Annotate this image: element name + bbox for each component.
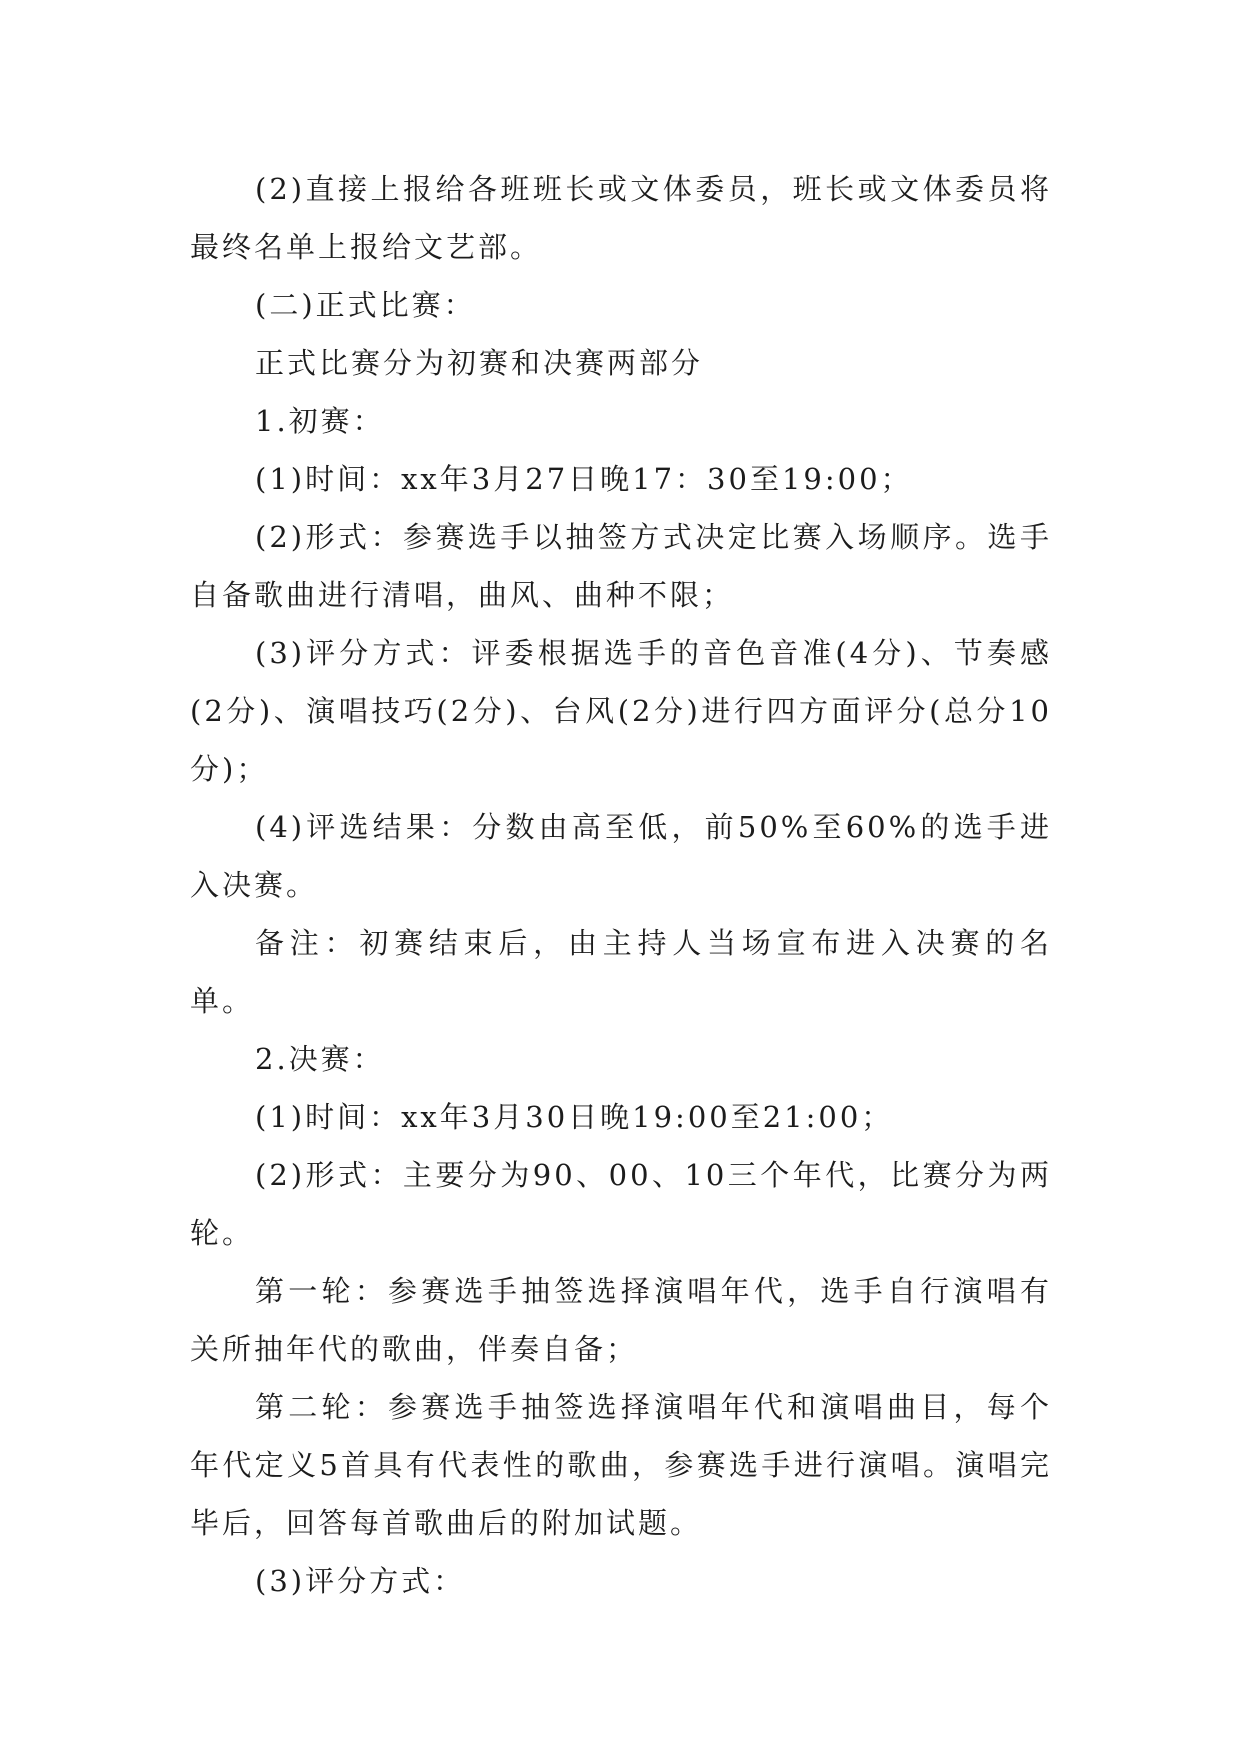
- document-body: [190, 160, 1052, 1610]
- paragraph-competition-parts: 正式比赛分为初赛和决赛两部分: [255, 346, 704, 380]
- paragraph-preliminary-result: (4)评选结果：分数由高至低，前50%至60%的选手进入决赛。: [190, 810, 1052, 902]
- heading-final-scoring: (3)评分方式：: [255, 1564, 466, 1598]
- paragraph-round-one: 第一轮：参赛选手抽签选择演唱年代，选手自行演唱有关所抽年代的歌曲，伴奏自备；: [190, 1274, 1052, 1366]
- paragraph-final-time: (1)时间：xx年3月30日晚19:00至21:00；: [255, 1100, 894, 1134]
- heading-formal-competition: (二)正式比赛：: [255, 288, 476, 322]
- paragraph-preliminary-time: (1)时间：xx年3月27日晚17：30至19:00；: [255, 462, 913, 496]
- heading-final: 2.决赛：: [255, 1042, 385, 1076]
- paragraph-final-format: (2)形式：主要分为90、00、10三个年代，比赛分为两轮。: [190, 1158, 1052, 1250]
- heading-preliminary: 1.初赛：: [255, 404, 385, 438]
- paragraph-preliminary-scoring: (3)评分方式：评委根据选手的音色音准(4分)、节奏感(2分)、演唱技巧(2分)、台风(2分)进行四方面评分(总分10分)；: [190, 636, 1052, 786]
- paragraph-preliminary-note: 备注：初赛结束后，由主持人当场宣布进入决赛的名单。: [190, 926, 1052, 1018]
- paragraph-round-two: 第二轮：参赛选手抽签选择演唱年代和演唱曲目，每个年代定义5首具有代表性的歌曲，参赛选手进行演唱。演唱完毕后，回答每首歌曲后的附加试题。: [190, 1390, 1052, 1540]
- paragraph-preliminary-format: (2)形式：参赛选手以抽签方式决定比赛入场顺序。选手自备歌曲进行清唱，曲风、曲种不限；: [190, 520, 1052, 612]
- paragraph-report-to-monitor: (2)直接上报给各班班长或文体委员，班长或文体委员将最终名单上报给文艺部。: [190, 172, 1052, 264]
